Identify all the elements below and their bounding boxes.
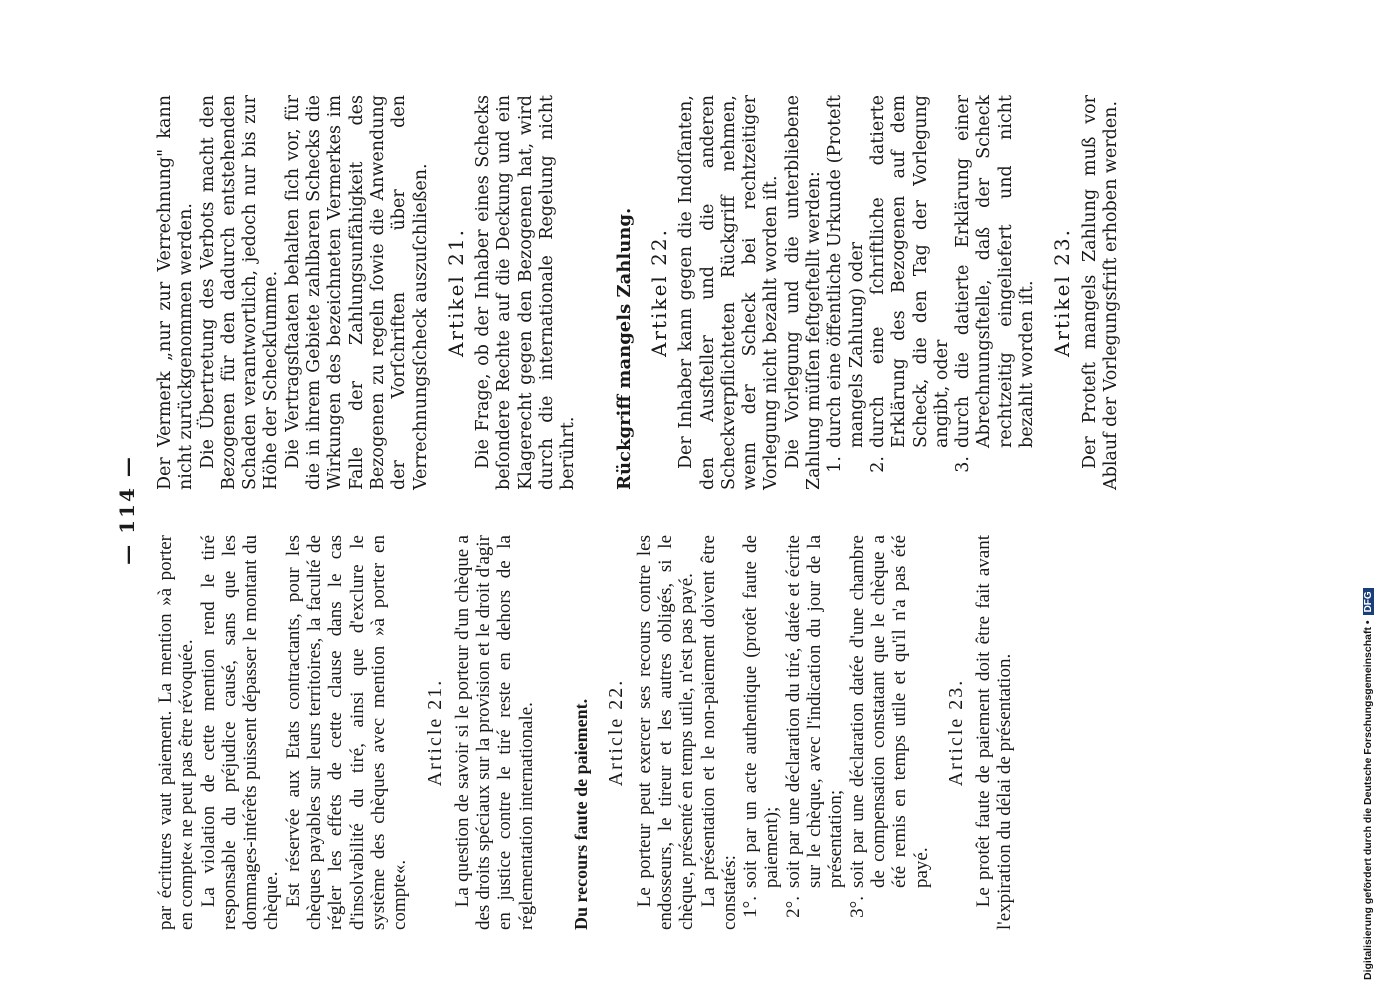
list-item xyxy=(847,535,932,930)
list-item-number: 3°. xyxy=(846,896,868,918)
de-paragraph-1: Der Vermerk „nur zur Verrechnung" kann nicht zurückgenommen werden. xyxy=(155,95,197,490)
fr-paragraph-1: par écritures vaut paiement. La mention »à porter en compte« ne peut pas être révoquée. xyxy=(155,535,198,930)
de-paragraph-2: Die Übertretung des Verbots macht den Bezogenen für den dadurch entstehenden Schaden verantwortlich, jedoch nur bis zur Höhe der Scheckſumme. xyxy=(197,95,282,490)
list-item xyxy=(740,535,783,930)
fr-section-title: Du recours faute de paiement. xyxy=(571,698,592,930)
list-item-text: soit par une déclaration datée d'une chambre de compensation constatant que le chèque a été remis en temps utile et qu'il n'a pas été payé. xyxy=(846,535,932,888)
dfg-logo: DFG xyxy=(1363,588,1374,615)
fr-article-22-p2: La présentation et le non-paiement doivent être constatés: xyxy=(697,535,740,930)
list-item xyxy=(868,95,953,490)
fr-paragraph-3: Est réservée aux Etats contractants, pour les chèques payables sur leurs territoires, la faculté de régler les effets de cette clause dans le cas d'insolvabilité du tiré, ainsi que d'exclure le système des chèques avec mention »à porter en compte«. xyxy=(282,535,411,930)
german-column xyxy=(155,95,1122,490)
fr-article-23-title: Article 23. xyxy=(944,678,967,787)
list-item-text: durch die datierte Erklärung einer Abrechnungsſtelle, daß der Scheck rechtzeitig eingeliefert und nicht bezahlt worden iſt. xyxy=(953,95,1037,448)
de-paragraph-3: Die Vertragsſtaaten behalten ſich vor, für die in ihrem Gebiete zahlbaren Schecks die Wirkungen des bezeichneten Vermerkes im Falle der Zahlungsunfähigkeit des Bezogenen zu regeln ſowie die Anwendung der Vorſchriften über den Verrechnungsſcheck auszuſchließen. xyxy=(282,95,431,490)
digitization-note-text: Digitalisierung gefördert durch die Deutsche Forschungsgemeinschaft • xyxy=(1362,620,1374,980)
list-item-number: 1°. xyxy=(740,896,762,918)
rotated-page xyxy=(115,0,1205,930)
list-item-number: 2°. xyxy=(782,896,804,918)
fr-list xyxy=(740,535,932,930)
list-item-text: soit par un acte authentique (protêt faute de paiement); xyxy=(740,535,783,888)
de-article-22-title: Artikel 22. xyxy=(646,228,671,357)
list-item-number: 1. xyxy=(825,456,846,473)
digitization-note xyxy=(1362,588,1374,980)
list-item-text: durch eine ſchriftliche datierte Erklärung des Bezogenen auf dem Scheck, die den Tag der Vorlegung angibt, oder xyxy=(867,95,952,448)
list-item xyxy=(783,535,847,930)
list-item-number: 2. xyxy=(867,456,888,473)
page-number: — 114 — xyxy=(115,455,139,565)
de-article-23-text: Der Proteſt mangels Zahlung muß vor Ablauf der Vorlegungsfriſt erhoben werden. xyxy=(1079,95,1121,490)
fr-article-22-p1: Le porteur peut exercer ses recours contre les endosseurs, le tireur et les autres obligés, si le chèque, présenté en temps utile, n'est pas payé. xyxy=(633,535,698,930)
french-column xyxy=(155,535,1016,930)
list-item-text: durch eine öffentliche Urkunde (Proteſt mangels Zahlung) oder xyxy=(825,95,867,448)
fr-article-21-text: La question de savoir si le porteur d'un chèque a des droits spéciaux sur la provision et le droit d'agir en justice contre le tiré reste en dehors de la réglementation internationale. xyxy=(451,535,537,930)
de-article-23-title: Artikel 23. xyxy=(1050,228,1075,357)
fr-article-21-title: Article 21. xyxy=(423,678,446,787)
de-section-title: Rückgriff mangels Zahlung. xyxy=(613,207,635,490)
list-item xyxy=(825,95,868,490)
list-item-number: 3. xyxy=(953,456,974,473)
de-article-21-title: Artikel 21. xyxy=(443,228,468,357)
de-list xyxy=(825,95,1038,490)
de-article-22-p2: Die Vorlegung und die unterbliebene Zahlung müſſen feſtgeſtellt werden: xyxy=(782,95,825,490)
de-article-21-text: Die Frage, ob der Inhaber eines Schecks beſondere Rechte auf die Deckung und ein Klagerecht gegen den Bezogenen hat, wird durch die internationale Regelung nicht berührt. xyxy=(473,95,579,490)
fr-article-23-text: Le protêt faute de paiement doit être fait avant l'expiration du délai de présentation. xyxy=(973,535,1016,930)
de-article-22-p1: Der Inhaber kann gegen die Indoſſanten, den Ausſteller und die anderen Scheckverpflichteten Rückgriff nehmen, wenn der Scheck bei rechtzeitiger Vorlegung nicht bezahlt worden iſt. xyxy=(676,95,782,490)
fr-article-22-title: Article 22. xyxy=(605,678,628,787)
list-item-text: soit par une déclaration du tiré, datée et écrite sur le chèque, avec l'indication du jour de la présentation; xyxy=(782,535,847,888)
fr-paragraph-2: La violation de cette mention rend le tiré responsable du préjudice causé, sans que les dommages-intérêts puissent dépasser le montant du chèque. xyxy=(197,535,283,930)
list-item xyxy=(953,95,1038,490)
